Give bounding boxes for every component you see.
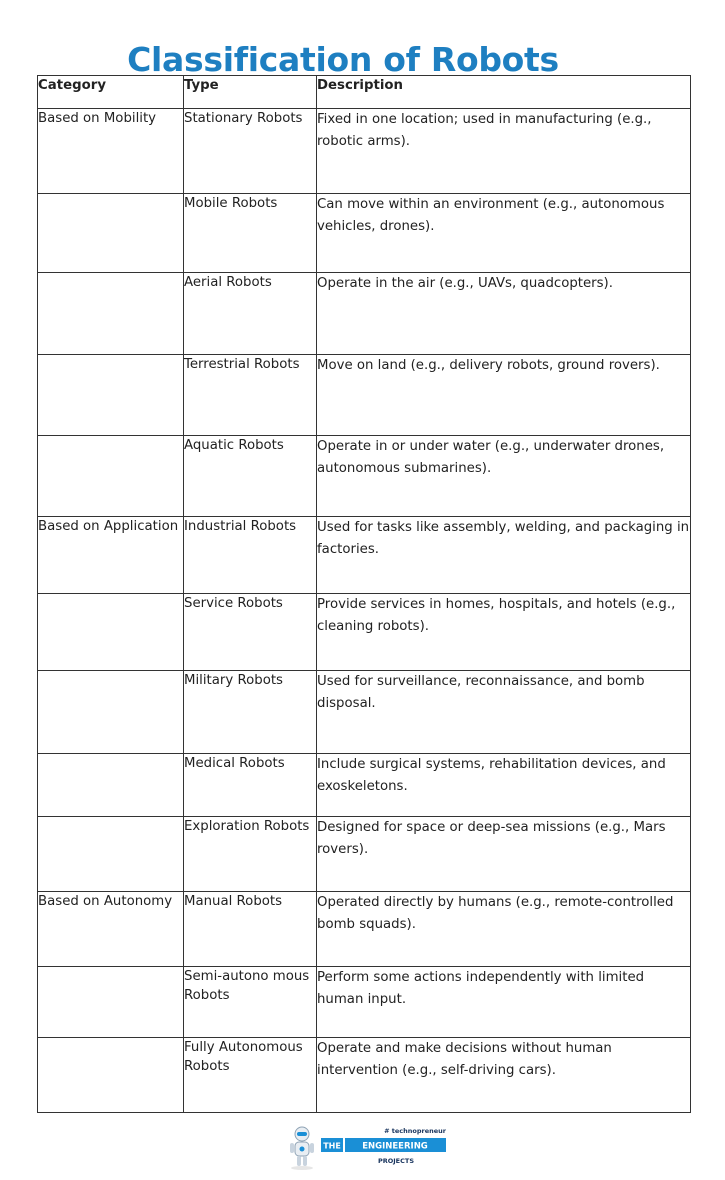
row-type: Exploration Robots	[184, 817, 317, 892]
table-row	[38, 967, 691, 1038]
row-description: Perform some actions independently with limited human input.	[317, 967, 691, 1038]
row-type: Medical Robots	[184, 754, 317, 817]
row-category	[38, 1038, 184, 1113]
row-description: Operate and make decisions without human intervention (e.g., self-driving cars).	[317, 1038, 691, 1113]
table-row	[38, 671, 691, 754]
robot-mascot-icon	[290, 1127, 314, 1170]
row-category	[38, 817, 184, 892]
row-description: Move on land (e.g., delivery robots, ground rovers).	[317, 355, 691, 436]
table-row	[38, 754, 691, 817]
row-type: Aquatic Robots	[184, 436, 317, 517]
table-row	[38, 892, 691, 967]
row-type: Aerial Robots	[184, 273, 317, 355]
row-description: Operate in the air (e.g., UAVs, quadcopters).	[317, 273, 691, 355]
row-type: Mobile Robots	[184, 194, 317, 273]
logo-word-engineering: ENGINEERING	[362, 1141, 428, 1152]
row-category	[38, 355, 184, 436]
row-type: Semi-autono mous Robots	[184, 967, 317, 1038]
row-description: Used for surveillance, reconnaissance, and bomb disposal.	[317, 671, 691, 754]
page-title: Classification of Robots	[127, 40, 559, 80]
table-row	[38, 273, 691, 355]
row-description: Used for tasks like assembly, welding, and packaging in factories.	[317, 517, 691, 594]
robot-classification-table	[37, 75, 691, 1113]
row-description: Operate in or under water (e.g., underwater drones, autonomous submarines).	[317, 436, 691, 517]
row-type: Stationary Robots	[184, 109, 317, 194]
row-description: Provide services in homes, hospitals, and hotels (e.g., cleaning robots).	[317, 594, 691, 671]
logo-graphic	[288, 1124, 448, 1172]
table-row	[38, 1038, 691, 1113]
logo-word-projects: PROJECTS	[377, 1157, 415, 1165]
row-description: Operated directly by humans (e.g., remote-controlled bomb squads).	[317, 892, 691, 967]
row-category	[38, 754, 184, 817]
header-description: Description	[317, 76, 691, 109]
row-category: Based on Mobility	[38, 109, 184, 194]
table-header-row	[38, 76, 691, 109]
header-type: Type	[184, 76, 317, 109]
row-category	[38, 671, 184, 754]
table-row	[38, 194, 691, 273]
header-category: Category	[38, 76, 184, 109]
row-description: Include surgical systems, rehabilitation devices, and exoskeletons.	[317, 754, 691, 817]
row-type: Service Robots	[184, 594, 317, 671]
row-type: Manual Robots	[184, 892, 317, 967]
logo-tagline: # technopreneur	[384, 1127, 446, 1135]
row-description: Can move within an environment (e.g., autonomous vehicles, drones).	[317, 194, 691, 273]
table-row	[38, 109, 691, 194]
row-category: Based on Application	[38, 517, 184, 594]
row-category	[38, 967, 184, 1038]
row-type: Fully Autonomous Robots	[184, 1038, 317, 1113]
the-engineering-projects-logo	[288, 1124, 448, 1172]
row-category	[38, 436, 184, 517]
row-category: Based on Autonomy	[38, 892, 184, 967]
table-row	[38, 517, 691, 594]
row-description: Designed for space or deep-sea missions (e.g., Mars rovers).	[317, 817, 691, 892]
table-row	[38, 355, 691, 436]
row-type: Military Robots	[184, 671, 317, 754]
row-category	[38, 594, 184, 671]
table-row	[38, 436, 691, 517]
row-category	[38, 273, 184, 355]
table-row	[38, 817, 691, 892]
logo-word-the: THE	[323, 1141, 341, 1151]
row-type: Terrestrial Robots	[184, 355, 317, 436]
row-category	[38, 194, 184, 273]
table-row	[38, 594, 691, 671]
row-description: Fixed in one location; used in manufacturing (e.g., robotic arms).	[317, 109, 691, 194]
row-type: Industrial Robots	[184, 517, 317, 594]
